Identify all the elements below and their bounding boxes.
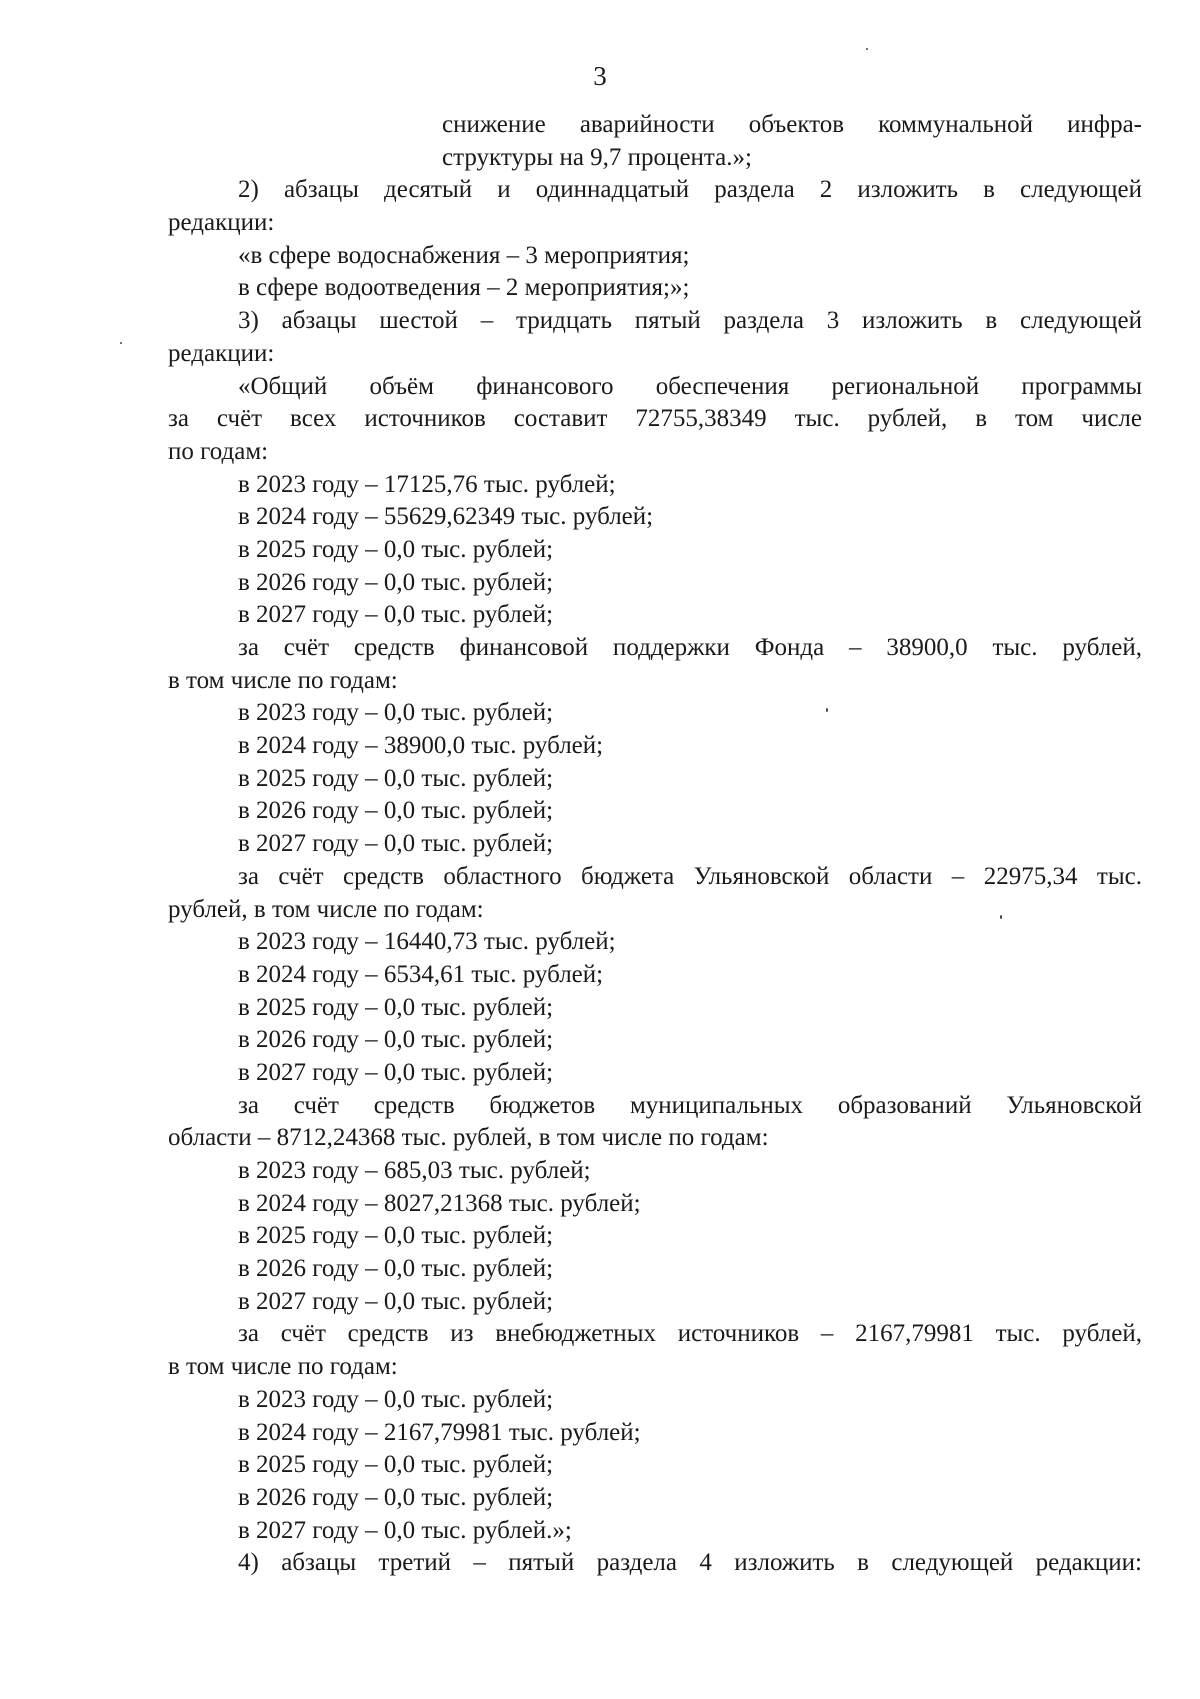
text-line: в 2023 году – 16440,73 тыс. рублей; [238,928,616,956]
scan-speck [866,48,868,50]
text-line: редакции: [168,209,275,237]
text-line: в 2023 году – 17125,76 тыс. рублей; [238,470,616,498]
text-line: в 2023 году – 0,0 тыс. рублей; [238,1385,554,1413]
text-line: в 2027 году – 0,0 тыс. рублей.»; [238,1516,572,1544]
text-line: в том числе по годам: [168,666,398,694]
text-line: «в сфере водоснабжения – 3 мероприятия; [238,241,690,269]
text-line: за счёт средств бюджетов муниципальных образований Ульяновской [238,1091,1142,1119]
text-line: за счёт средств финансовой поддержки Фонда – 38900,0 тыс. рублей, [238,634,1142,661]
text-line: за счёт средств из внебюджетных источников – 2167,79981 тыс. рублей, [238,1320,1142,1348]
text-line: в 2027 году – 0,0 тыс. рублей; [238,1287,554,1315]
text-line: в 2023 году – 685,03 тыс. рублей; [238,1157,591,1184]
text-line: в сфере водоотведения – 2 мероприятия;»; [238,274,690,302]
scan-speck [826,708,828,712]
text-line: в том числе по годам: [168,1353,398,1381]
text-line: в 2026 году – 0,0 тыс. рублей; [238,797,554,825]
text-line: за счёт всех источников составит 72755,38349 тыс. рублей, в том числе [168,405,1142,433]
text-line: по годам: [168,437,269,465]
text-line: 2) абзацы десятый и одиннадцатый раздела 2 изложить в следующей [238,176,1142,204]
text-line: в 2025 году – 0,0 тыс. рублей; [238,764,554,792]
text-line: рублей, в том числе по годам: [168,895,484,923]
text-line: редакции: [168,339,275,367]
text-line: в 2023 году – 0,0 тыс. рублей; [238,699,554,727]
text-line: 3) абзацы шестой – тридцать пятый раздела 3 изложить в следующей [238,307,1142,335]
scan-speck [120,342,122,344]
document-body [168,109,1142,1580]
text-line: области – 8712,24368 тыс. рублей, в том числе по годам: [168,1124,769,1152]
page-number: 3 [593,61,607,91]
text-line: в 2026 году – 0,0 тыс. рублей; [238,1255,554,1283]
text-line: в 2026 году – 0,0 тыс. рублей; [238,1026,554,1054]
text-line: в 2024 году – 6534,61 тыс. рублей; [238,960,604,988]
scan-speck [1000,915,1002,919]
text-line: в 2025 году – 0,0 тыс. рублей; [238,1451,554,1479]
text-line: в 2027 году – 0,0 тыс. рублей; [238,830,554,858]
text-line: 4) абзацы третий – пятый раздела 4 изложить в следующей редакции: [238,1549,1142,1577]
text-line: в 2024 году – 8027,21368 тыс. рублей; [238,1189,641,1217]
text-line: в 2025 году – 0,0 тыс. рублей; [238,1222,554,1250]
text-line: в 2027 году – 0,0 тыс. рублей; [238,601,554,629]
text-line: в 2024 году – 38900,0 тыс. рублей; [238,732,604,760]
text-line: за счёт средств областного бюджета Ульяновской области – 22975,34 тыс. [238,862,1142,890]
text-line: в 2025 году – 0,0 тыс. рублей; [238,993,554,1021]
text-line: в 2025 году – 0,0 тыс. рублей; [238,535,554,563]
text-line: структуры на 9,7 процента.»; [442,143,752,171]
text-line: «Общий объём финансового обеспечения региональной программы [238,372,1142,400]
text-line: в 2024 году – 2167,79981 тыс. рублей; [238,1418,641,1446]
text-line: снижение аварийности объектов коммунальной инфра- [442,111,1142,138]
text-line: в 2027 году – 0,0 тыс. рублей; [238,1058,554,1086]
text-line: в 2024 году – 55629,62349 тыс. рублей; [238,503,654,531]
text-line: в 2026 году – 0,0 тыс. рублей; [238,1483,554,1511]
text-line: в 2026 году – 0,0 тыс. рублей; [238,568,554,596]
